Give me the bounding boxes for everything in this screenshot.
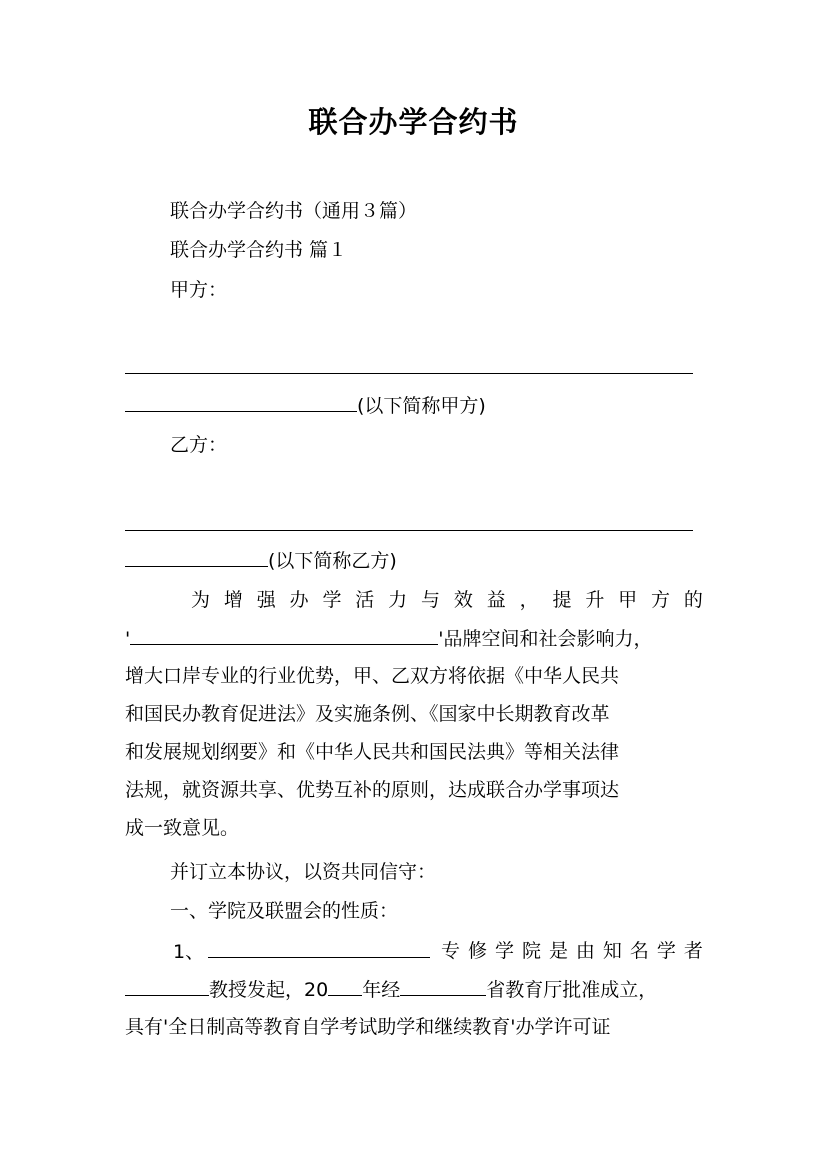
item1-char: 是 — [548, 940, 568, 962]
document-title: 联合办学合约书 — [308, 105, 519, 139]
para1-char: 为 — [191, 589, 211, 611]
item1-char: 学 — [656, 940, 676, 962]
para1-char: 强 — [256, 589, 276, 611]
item1-text: 教授发起，20 — [209, 979, 329, 1001]
para1-char: ， — [519, 589, 539, 611]
para1-char: 力 — [388, 589, 408, 611]
para1-char: 升 — [585, 589, 605, 611]
para1-text: '品牌空间和社会影响力， — [438, 628, 653, 650]
party-b-label: 乙方： — [170, 434, 228, 456]
para1-line7: 成一致意见。 — [125, 817, 240, 839]
section1-heading: 一、学院及联盟会的性质： — [170, 900, 399, 922]
para1-line5: 和发展规划纲要》和《中华人民共和国民法典》等相关法律 — [125, 741, 620, 763]
para1-line2 — [125, 626, 652, 650]
founder-blank — [125, 977, 209, 996]
item1-text: 省教育厅批准成立， — [486, 979, 658, 1001]
item1-char: 专 — [441, 940, 461, 962]
party-b-blank-line — [125, 530, 693, 531]
para1-char: 增 — [223, 589, 243, 611]
para1-char: 办 — [289, 589, 309, 611]
para1-char: 甲 — [618, 589, 638, 611]
item1-char: 由 — [575, 940, 595, 962]
item1-char: 者 — [683, 940, 703, 962]
item1-char: 名 — [629, 940, 649, 962]
party-a-line — [125, 393, 486, 417]
para1-line4: 和国民办教育促进法》及实施条例、《国家中长期教育改革 — [125, 703, 610, 725]
para1-char: 提 — [552, 589, 572, 611]
para1-line6: 法规，就资源共享、优势互补的原则，达成联合办学事项达 — [125, 779, 620, 801]
subtitle: 联合办学合约书（通用３篇） — [170, 200, 418, 222]
item1-char: 院 — [521, 940, 541, 962]
item1-text: 年经 — [362, 979, 401, 1001]
para1-char: 效 — [453, 589, 473, 611]
chapter-heading: 联合办学合约书 篇１ — [170, 239, 348, 261]
item1-char: 修 — [467, 940, 487, 962]
para1-line3: 增大口岸专业的行业优势，甲、乙双方将依据《中华人民共 — [125, 665, 620, 687]
item1-line1 — [173, 939, 430, 963]
party-a-blank — [125, 393, 357, 412]
item1-number: 1、 — [173, 941, 205, 963]
item1-line3: 具有'全日制高等教育自学考试助学和继续教育'办学许可证 — [125, 1016, 611, 1038]
party-b-line — [125, 548, 397, 572]
party-b-note: (以下简称乙方) — [268, 550, 397, 572]
quote-mark: ' — [125, 628, 131, 650]
brand-name-blank — [130, 626, 438, 645]
agree-line: 并订立本协议，以资共同信守： — [170, 861, 437, 883]
item1-char: 学 — [494, 940, 514, 962]
item1-char: 知 — [602, 940, 622, 962]
para1-char: 的 — [683, 589, 703, 611]
province-blank — [400, 977, 486, 996]
item1-line2 — [125, 977, 657, 1001]
para1-char: 活 — [355, 589, 375, 611]
party-a-note: (以下简称甲方) — [357, 395, 486, 417]
para1-char: 方 — [651, 589, 671, 611]
party-b-blank — [125, 548, 268, 567]
party-a-label: 甲方： — [170, 279, 228, 301]
para1-char: 学 — [322, 589, 342, 611]
party-a-blank-line — [125, 373, 693, 374]
para1-line1 — [191, 588, 703, 612]
para1-char: 与 — [421, 589, 441, 611]
year-blank — [328, 977, 362, 996]
college-name-blank — [208, 939, 430, 958]
item1-line1-tail — [441, 939, 703, 963]
para1-char: 益 — [486, 589, 506, 611]
